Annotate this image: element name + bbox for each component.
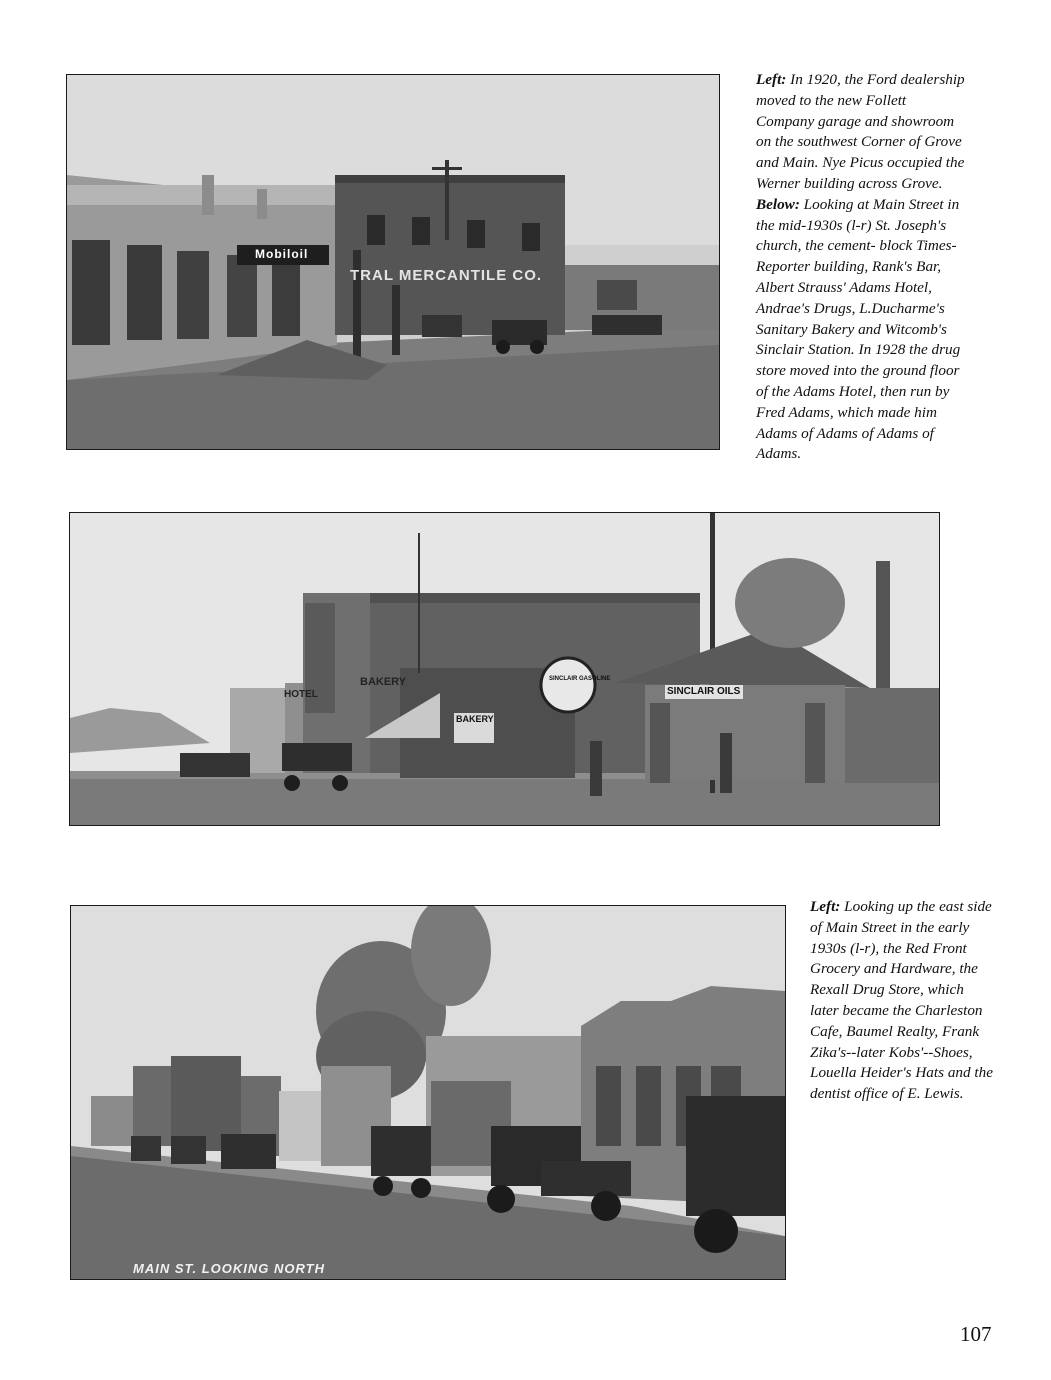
bakery-upper-sign-text: BAKERY	[360, 676, 407, 688]
caption-top-lead-left: Left:	[756, 71, 787, 88]
caption-bottom-text: Looking up the east side of Main Street in the early 1930s (l-r), the Red Front Grocery and Hardware, the Rexall Drug Store, which later became the Charleston Cafe, Baumel Realty, Frank Zika's--later Kobs'--Shoes, Louella Heider's Hats and the dentist office of E. Lewis.	[810, 898, 993, 1103]
page-number: 107	[960, 1322, 992, 1346]
mercantile-sign-text: TRAL MERCANTILE CO.	[350, 267, 543, 284]
caption-top-lead-below: Below:	[756, 195, 800, 213]
sinclair-gasoline-sign-text: SINCLAIR GASOLINE	[549, 676, 611, 682]
sinclair-oils-sign-text: SINCLAIR OILS	[667, 686, 741, 697]
photo-ford-dealership	[66, 74, 720, 450]
caption-bottom	[810, 897, 995, 1105]
mobiloil-sign-text: Mobiloil	[255, 247, 309, 261]
caption-top-text-1: In 1920, the Ford dealership moved to the new Follett Company garage and showroom on the southwest Corner of Grove and Main. Nye Picus occupied the Werner building across Grove.	[756, 71, 965, 192]
photo-main-street-east-side	[70, 905, 786, 1280]
caption-top-text-2: Looking at Main Street in the mid-1930s (l-r) St. Joseph's church, the cement- block Times-Reporter building, Rank's Bar, Albert Strauss' Adams Hotel, Andrae's Drugs, L.Ducharme's Sanitary Bakery and Witcomb's Sinclair Station. In 1928 the drug store moved into the ground floor of the Adams Hotel, then run by Fred Adams, which made him Adams of Adams of Adams of Adams.	[756, 195, 961, 463]
hotel-sign-text: HOTEL	[284, 689, 318, 700]
postcard-inscription-text: MAIN ST. LOOKING NORTH	[133, 1261, 325, 1276]
bakery-sign-text: BAKERY	[456, 714, 494, 724]
caption-top	[756, 70, 968, 465]
caption-bottom-lead-left: Left:	[810, 898, 841, 915]
photo-main-street-sinclair	[69, 512, 940, 826]
